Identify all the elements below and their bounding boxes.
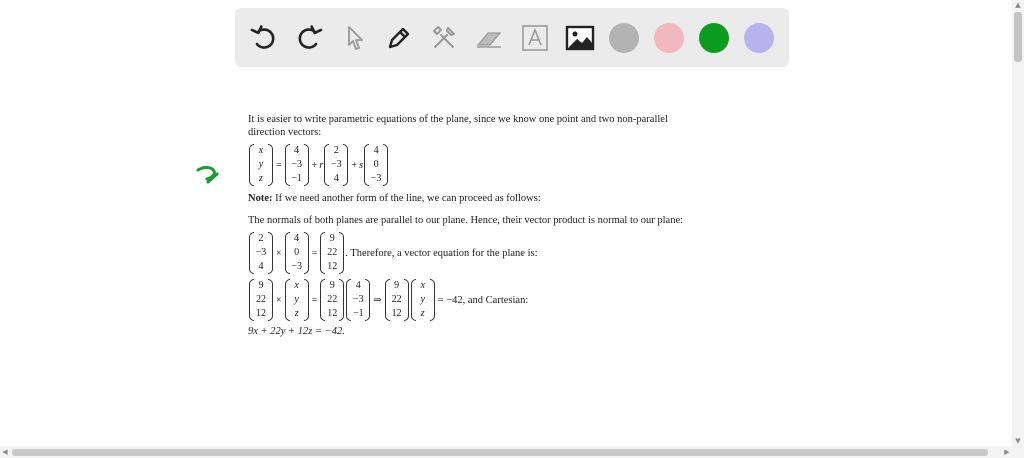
normals-line: The normals of both planes are parallel to our plane. Hence, their vector product is normal to our plane: [248,215,684,226]
plane-vector-equation: 9 22 12 × x y z = 9 22 12 4 −3 −1 ⇒ 9 22 12 x y z = −42, and Cartesian: [248,279,728,321]
parametric-equation: x y z = 4 −3 −1 + r 2 −3 4 + s 4 0 −3 [248,144,728,186]
note-line: Note: If we need another form of the line, we can proceed as follows: [248,193,541,204]
pen-icon[interactable] [383,22,415,54]
eq3-xyz: x y z [285,279,309,321]
color-swatch-pink[interactable] [654,23,684,53]
eq3-xyz-2: x y z [411,279,435,321]
scroll-up-icon[interactable]: ▲ [1015,1,1021,9]
scroll-down-icon[interactable]: ▼ [1015,437,1021,445]
tools-icon[interactable] [428,22,460,54]
eq3-normal-2: 9 22 12 [320,279,344,321]
normal-vector-b: 4 0 −3 [285,232,309,274]
direction-vector-2: 4 0 −3 [364,144,388,186]
eq3-normal: 9 22 12 [249,279,273,321]
vector-xyz: x y z [249,144,273,186]
vector-product-equation: 2 −3 4 × 4 0 −3 = 9 22 12 . Therefore, a vector equation for the plane is: [248,232,728,274]
annotation-arrow-icon [195,158,223,186]
horizontal-scrollbar[interactable] [0,446,1024,458]
intro-line-1: It is easier to write parametric equations of the plane, since we know one point and two non-parallel [248,114,668,125]
eq3-normal-3: 9 22 12 [385,279,409,321]
eq2-tail-text: . Therefore, a vector equation for the plane is: [345,247,538,259]
normal-vector-result: 9 22 12 [320,232,344,274]
normal-vector-a: 2 −3 4 [249,232,273,274]
horizontal-scroll-thumb[interactable] [12,449,988,456]
image-icon[interactable] [564,22,596,54]
intro-line-2: direction vectors: [248,127,322,138]
redo-icon[interactable] [293,22,325,54]
vector-point: 4 −3 −1 [285,144,309,186]
eq3-tail-text: = −42, and Cartesian: [437,294,529,306]
cartesian-equation: 9x + 22y + 12z = −42. [248,326,345,337]
text-icon[interactable] [519,22,551,54]
color-swatch-lavender[interactable] [744,23,774,53]
pointer-icon[interactable] [339,22,371,54]
vertical-scrollbar[interactable] [1012,0,1024,446]
scroll-right-icon[interactable]: ▶ [1004,448,1010,456]
solution-document [248,113,728,338]
color-swatch-green[interactable] [699,23,729,53]
eq3-point: 4 −3 −1 [346,279,370,321]
color-swatch-gray[interactable] [609,23,639,53]
drawing-toolbar [235,8,789,67]
scroll-left-icon[interactable]: ◀ [2,448,8,456]
eraser-icon[interactable] [473,22,505,54]
vertical-scroll-thumb[interactable] [1014,12,1022,62]
undo-icon[interactable] [248,22,280,54]
direction-vector-1: 2 −3 4 [324,144,348,186]
